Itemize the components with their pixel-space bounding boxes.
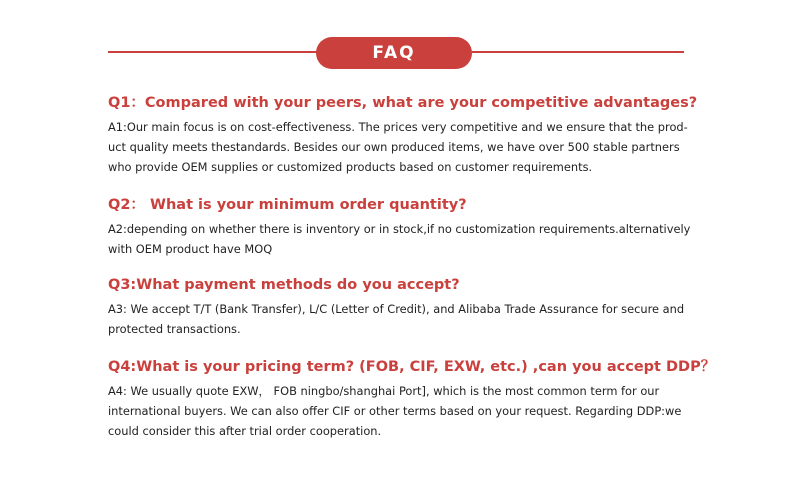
faq-answer-4-line-2: international buyers. We can also offer CIF or other terms based on your request. Regarding DDP:we [108, 404, 682, 418]
faq-list [108, 93, 716, 441]
faq-answer-1-line-1: A1:Our main focus is on cost-effectiveness. The prices very competitive and we ensure that the prod- [108, 120, 688, 134]
faq-answer-2-line-1: A2:depending on whether there is inventory or in stock,if no customization requirements.alternatively [108, 222, 691, 236]
faq-answer-3-line-1: A3: We accept T/T (Bank Transfer), L/C (Letter of Credit), and Alibaba Trade Assurance for secure and [108, 302, 685, 316]
faq-question-3: Q3:What payment methods do you accept? [108, 277, 460, 293]
faq-answer-4 [108, 381, 708, 441]
header-divider-right [472, 51, 684, 53]
faq-answer-1 [108, 117, 708, 177]
faq-answer-3-line-2: protected transactions. [108, 322, 241, 336]
faq-answer-3 [108, 299, 708, 339]
faq-item-1 [108, 93, 708, 177]
faq-answer-4-line-1: A4: We usually quote EXW， FOB ningbo/shanghai Port], which is the most common term for our [108, 384, 660, 398]
faq-answer-4-line-3: could consider this after trial order cooperation. [108, 424, 382, 438]
faq-question-1: Q1：Compared with your peers, what are your competitive advantages? [108, 95, 698, 111]
faq-answer-2 [108, 219, 708, 259]
faq-question-4: Q4:What is your pricing term? (FOB, CIF, EXW, etc.) ,can you accept DDP？ [108, 359, 716, 375]
faq-item-3 [108, 275, 708, 339]
faq-item-4 [108, 357, 716, 441]
header-divider-left [108, 51, 318, 53]
faq-item-2 [108, 195, 708, 259]
faq-answer-1-line-2: uct quality meets thestandards. Besides our own produced items, we have over 500 stable partners [108, 140, 680, 154]
faq-header [0, 35, 790, 69]
faq-answer-1-line-3: who provide OEM supplies or customized products based on customer requirements. [108, 160, 593, 174]
faq-question-2: Q2： What is your minimum order quantity? [108, 197, 467, 213]
faq-answer-2-line-2: with OEM product have MOQ [108, 242, 273, 256]
faq-title-badge: FAQ [316, 37, 472, 69]
